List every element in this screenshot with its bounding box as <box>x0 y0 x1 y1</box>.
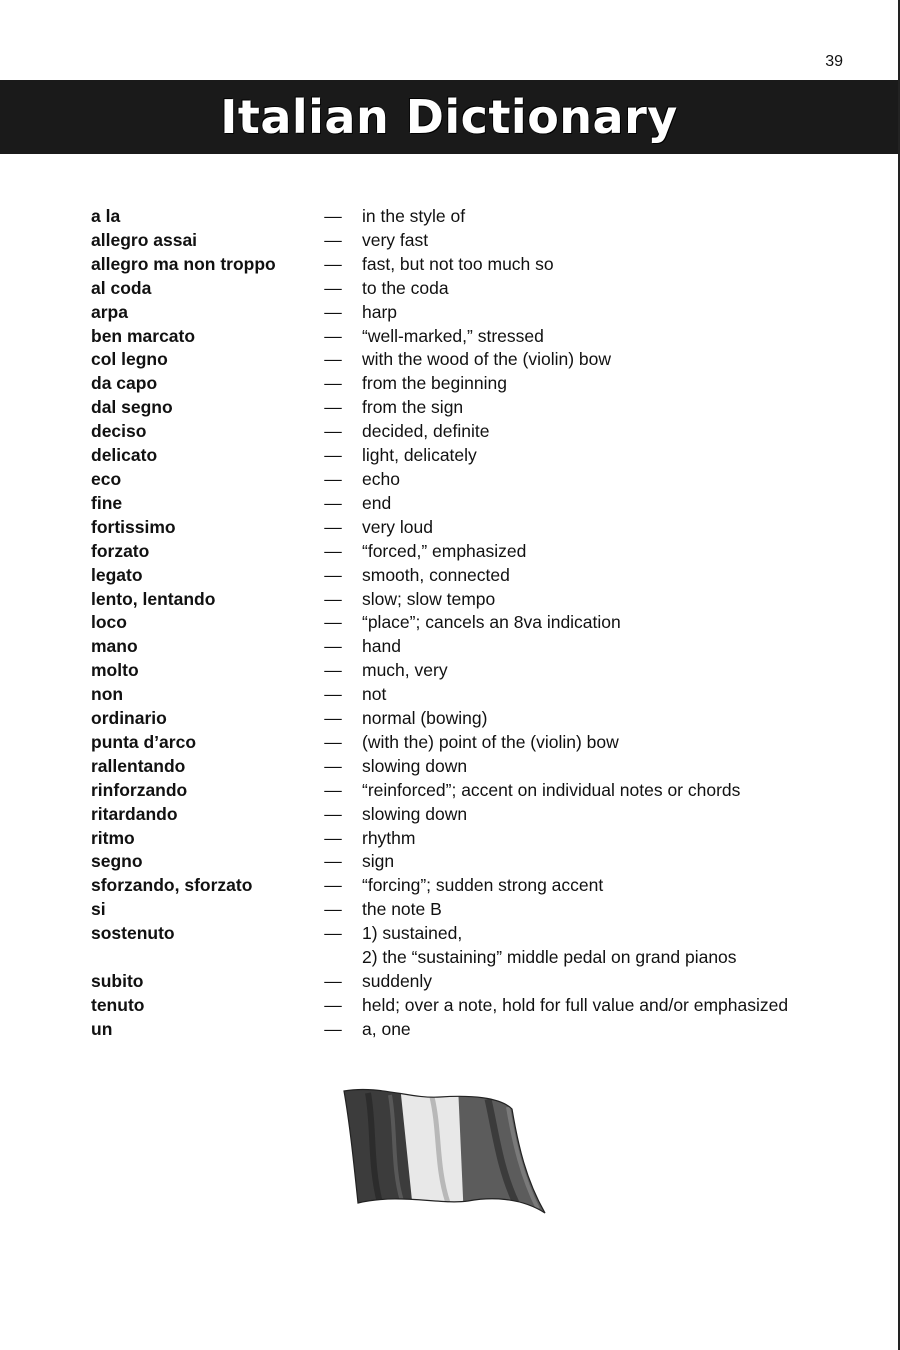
entry-definition: from the beginning <box>362 373 507 394</box>
entry-definition: much, very <box>362 660 448 681</box>
entry-term: da capo <box>91 373 158 394</box>
dictionary-entry <box>91 516 851 540</box>
entry-dash: — <box>324 397 342 418</box>
entry-term: col legno <box>91 349 168 370</box>
entry-dash: — <box>324 779 342 800</box>
entry-term: molto <box>91 660 139 681</box>
dictionary-entry <box>91 564 851 588</box>
dictionary-entry <box>91 372 851 396</box>
entry-term: un <box>91 1018 113 1039</box>
entry-term: ritardando <box>91 803 178 824</box>
entry-dash: — <box>324 540 342 561</box>
entry-dash: — <box>324 803 342 824</box>
dictionary-entry <box>91 898 851 922</box>
entry-dash: — <box>324 564 342 585</box>
entry-term: eco <box>91 468 122 489</box>
entry-dash: — <box>324 325 342 346</box>
entry-dash: — <box>324 684 342 705</box>
entry-dash: — <box>324 875 342 896</box>
italian-flag-icon <box>340 1085 550 1220</box>
entry-dash: — <box>324 373 342 394</box>
entry-dash: — <box>324 253 342 274</box>
entry-definition: rhythm <box>362 827 416 848</box>
entry-term: rinforzando <box>91 779 188 800</box>
entry-dash: — <box>324 612 342 633</box>
entry-definition: slowing down <box>362 803 468 824</box>
entry-term: ritmo <box>91 827 135 848</box>
entry-dash: — <box>324 301 342 322</box>
dictionary-entry <box>91 540 851 564</box>
entry-term: tenuto <box>91 994 145 1015</box>
dictionary-entry <box>91 635 851 659</box>
entry-dash: — <box>324 277 342 298</box>
page-number: 39 <box>825 53 843 70</box>
entry-dash: — <box>324 971 342 991</box>
entry-definition: 1) sustained, <box>362 923 463 944</box>
entry-term: sostenuto <box>91 923 175 944</box>
entry-dash: — <box>324 468 342 489</box>
entry-definition: with the wood of the (violin) bow <box>362 349 612 370</box>
entry-dash: — <box>324 827 342 848</box>
dictionary-entry <box>91 946 851 970</box>
dictionary-entry <box>91 659 851 683</box>
entry-definition: not <box>362 684 387 705</box>
entry-dash: — <box>324 731 342 752</box>
entry-term: si <box>91 899 106 920</box>
dictionary-entry <box>91 229 851 253</box>
dictionary-entry <box>91 683 851 707</box>
entry-definition: slow; slow tempo <box>362 588 496 609</box>
entry-dash: — <box>324 851 342 872</box>
entry-definition: sign <box>362 851 395 872</box>
entry-dash: — <box>324 660 342 681</box>
entry-definition: “forcing”; sudden strong accent <box>362 875 604 896</box>
entry-definition: a, one <box>362 1018 411 1039</box>
dictionary-entry <box>91 1018 851 1042</box>
entry-definition: normal (bowing) <box>362 708 488 729</box>
dictionary-entry <box>91 922 851 946</box>
entry-term: segno <box>91 851 143 872</box>
entry-definition: “forced,” emphasized <box>362 540 527 561</box>
entry-term: forzato <box>91 540 150 561</box>
entry-dash: — <box>324 206 342 226</box>
dictionary-entry <box>91 348 851 372</box>
dictionary-entry <box>91 301 851 325</box>
entry-dash: — <box>324 445 342 466</box>
entry-definition: from the sign <box>362 397 464 418</box>
entry-definition: held; over a note, hold for full value and/or emphasized <box>362 994 789 1015</box>
entry-definition: harp <box>362 301 398 322</box>
entry-definition: in the style of <box>362 206 466 226</box>
entry-definition: echo <box>362 468 400 489</box>
entry-term: rallentando <box>91 755 186 776</box>
entry-term: lento, lentando <box>91 588 216 609</box>
entry-definition: very fast <box>362 229 429 250</box>
entry-dash: — <box>324 516 342 537</box>
entry-term: punta d’arco <box>91 731 197 752</box>
dictionary-entry <box>91 444 851 468</box>
entry-dash: — <box>324 755 342 776</box>
dictionary-entry <box>91 396 851 420</box>
title-banner <box>0 80 898 154</box>
entry-term: allegro assai <box>91 229 198 250</box>
entry-term: arpa <box>91 301 128 322</box>
entry-term: allegro ma non troppo <box>91 253 276 274</box>
dictionary-entry <box>91 731 851 755</box>
entry-dash: — <box>324 899 342 920</box>
entry-definition: “place”; cancels an 8va indication <box>362 612 621 633</box>
entry-definition: light, delicately <box>362 445 477 466</box>
entry-dash: — <box>324 588 342 609</box>
entry-term <box>91 946 304 970</box>
dictionary-entry <box>91 492 851 516</box>
entry-definition: the note B <box>362 899 442 920</box>
entry-definition: “reinforced”; accent on individual notes or chords <box>362 779 741 800</box>
entry-term: legato <box>91 564 143 585</box>
dictionary-entry <box>91 277 851 301</box>
entry-dash <box>304 946 362 970</box>
entry-definition: slowing down <box>362 755 468 776</box>
dictionary-entry <box>91 468 851 492</box>
entry-dash: — <box>324 229 342 250</box>
entry-term: mano <box>91 636 138 657</box>
entry-definition: decided, definite <box>362 421 490 442</box>
entry-term: deciso <box>91 421 147 442</box>
entry-term: subito <box>91 971 144 991</box>
dictionary-entry <box>91 707 851 731</box>
entry-dash: — <box>324 492 342 513</box>
entry-definition: smooth, connected <box>362 564 510 585</box>
entry-definition: to the coda <box>362 277 449 298</box>
entry-term: dal segno <box>91 397 173 418</box>
page-title: Italian Dictionary <box>220 90 678 144</box>
dictionary-entry <box>91 850 851 874</box>
entry-definition: suddenly <box>362 971 433 991</box>
entry-definition: (with the) point of the (violin) bow <box>362 731 619 752</box>
entry-definition: fast, but not too much so <box>362 253 554 274</box>
entry-definition: very loud <box>362 516 434 537</box>
entry-term: fine <box>91 492 123 513</box>
entry-definition: “well-marked,” stressed <box>362 325 544 346</box>
entry-term: fortissimo <box>91 516 176 537</box>
dictionary-entry <box>91 611 851 635</box>
entry-definition: 2) the “sustaining” middle pedal on grand pianos <box>362 947 737 968</box>
dictionary-entry <box>91 827 851 851</box>
entry-dash: — <box>324 636 342 657</box>
entry-term: al coda <box>91 277 152 298</box>
dictionary-entry <box>91 779 851 803</box>
dictionary-entry <box>91 205 851 229</box>
dictionary-entry <box>91 994 851 1018</box>
dictionary-list <box>91 205 851 1042</box>
entry-definition: hand <box>362 636 401 657</box>
dictionary-entry <box>91 755 851 779</box>
entry-dash: — <box>324 1018 342 1039</box>
entry-dash: — <box>324 708 342 729</box>
entry-dash: — <box>324 349 342 370</box>
entry-term: sforzando, sforzato <box>91 875 253 896</box>
dictionary-entry <box>91 874 851 898</box>
dictionary-entry <box>91 420 851 444</box>
dictionary-entry <box>91 325 851 349</box>
entry-definition: end <box>362 492 392 513</box>
entry-term: non <box>91 684 124 705</box>
entry-term: loco <box>91 612 127 633</box>
dictionary-entry <box>91 970 851 994</box>
entry-term: a la <box>91 206 121 226</box>
entry-dash: — <box>324 923 342 944</box>
dictionary-entry <box>91 803 851 827</box>
entry-dash: — <box>324 421 342 442</box>
entry-dash: — <box>324 994 342 1015</box>
entry-term: delicato <box>91 445 158 466</box>
entry-term: ordinario <box>91 708 167 729</box>
dictionary-entry <box>91 588 851 612</box>
entry-term: ben marcato <box>91 325 196 346</box>
dictionary-entry <box>91 253 851 277</box>
